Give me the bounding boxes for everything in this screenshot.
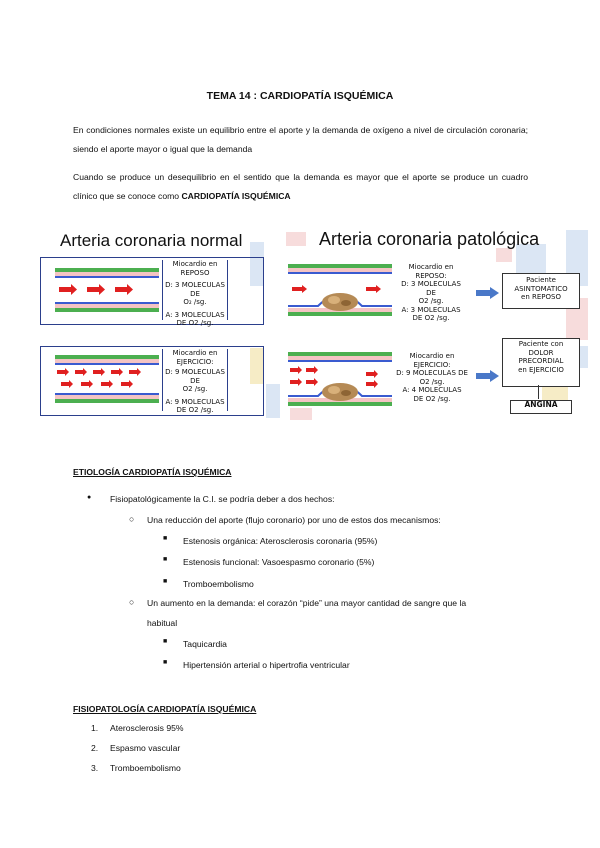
fisiopatologia-item: Tromboembolismo <box>110 763 181 773</box>
etiologia-sub2-line2: habitual <box>147 618 178 628</box>
normal-rest-label <box>162 260 228 327</box>
etiologia-bullet: Fisiopatológicamente la C.I. se podría deber a dos hechos: <box>110 494 335 504</box>
rest-result-box <box>502 273 580 309</box>
label-line: en REPOSO <box>521 293 561 301</box>
exercise-result-box <box>502 338 580 387</box>
fisiopatologia-item: Aterosclerosis 95% <box>110 723 184 733</box>
angina-box: ANGINA <box>510 400 572 414</box>
etiologia-sub2-item: Hipertensión arterial o hipertrofia ventricular <box>183 660 350 670</box>
fisiopatologia-heading: FISIOPATOLOGÍA CARDIOPATÍA ISQUÉMICA <box>73 704 257 714</box>
etiologia-sub1-item: Estenosis orgánica: Aterosclerosis coronaria (95%) <box>183 536 378 546</box>
etiologia-sub1-item: Tromboembolismo <box>183 579 254 589</box>
label-line: DE O2 /sg. <box>176 406 214 414</box>
label-line: D: 9 MOLECULAS DE <box>165 368 225 385</box>
pathological-exercise-label <box>396 352 468 403</box>
exercise-result-arrow <box>476 370 500 382</box>
square-marker: ■ <box>163 578 168 585</box>
label-line: DE O2 /sg. <box>412 314 450 322</box>
label-line: DE O2 /sg. <box>413 394 451 403</box>
angina-connector <box>538 385 539 399</box>
etiologia-heading: ETIOLOGÍA CARDIOPATÍA ISQUÉMICA <box>73 467 232 477</box>
etiologia-sub1: Una reducción del aporte (flujo coronario) por uno de estos dos mecanismos: <box>147 515 441 525</box>
deco-square <box>286 232 306 246</box>
etiologia-sub2-line1: Un aumento en la demanda: el corazón “pide” una mayor cantidad de sangre que la <box>147 598 467 608</box>
normal-artery-title: Arteria coronaria normal <box>60 231 243 250</box>
label-line: O2 /sg. <box>182 385 208 393</box>
label-line: REPOSO: <box>415 271 447 280</box>
circle-marker: ○ <box>129 514 135 524</box>
label-line: ASINTOMATICO <box>514 284 568 293</box>
normal-rest-vessel <box>55 258 175 324</box>
label-line: O₂ /sg. <box>183 298 207 306</box>
normal-rest-frame <box>40 257 264 325</box>
label-line: DE O2 /sg. <box>176 319 214 327</box>
etiologia-sub2-item: Taquicardia <box>183 639 227 649</box>
numbered-marker: 3. <box>91 763 99 773</box>
etiologia-sub1-item: Estenosis funcional: Vasoespasmo coronario (5%) <box>183 557 375 567</box>
deco-square <box>496 248 512 262</box>
label-line: O2 /sg. <box>418 297 444 305</box>
intro-paragraph-2 <box>73 168 528 206</box>
intro-paragraph-2-bold: CARDIOPATÍA ISQUÉMICA <box>181 191 291 201</box>
label-line: A: 4 MOLECULAS <box>402 386 462 394</box>
bullet-marker: ● <box>87 494 92 501</box>
label-line: Miocardio en <box>172 260 218 268</box>
label-line: Paciente con <box>518 340 564 348</box>
label-line: D: 3 MOLECULAS DE <box>401 280 461 297</box>
normal-exercise-label <box>162 349 228 414</box>
pathological-rest-vessel <box>288 262 398 322</box>
label-line: Paciente <box>526 276 556 284</box>
page-title: TEMA 14 : CARDIOPATÍA ISQUÉMICA <box>206 90 394 102</box>
label-line: EJERCICIO: <box>413 360 451 369</box>
label-line: PRECORDIAL <box>518 357 564 365</box>
label-line: en EJERCICIO <box>518 365 564 374</box>
coronary-figure <box>38 228 590 424</box>
pathological-exercise-vessel <box>288 350 398 412</box>
label-line: A: 3 MOLECULAS <box>401 305 461 314</box>
rest-result-arrow <box>476 287 500 299</box>
square-marker: ■ <box>163 556 168 563</box>
numbered-marker: 2. <box>91 743 99 753</box>
pathological-artery-title: Arteria coronaria patológica <box>319 229 540 249</box>
square-marker: ■ <box>163 638 168 645</box>
label-line: Miocardio en <box>409 352 455 360</box>
circle-marker: ○ <box>129 597 135 607</box>
fisiopatologia-item: Espasmo vascular <box>110 743 181 753</box>
label-line: EJERCICIO: <box>176 357 214 366</box>
label-line: Miocardio en <box>408 263 454 271</box>
label-line: D: 3 MOLECULAS DE <box>165 281 225 298</box>
label-line: D: 9 MOLECULAS DE <box>396 369 468 377</box>
normal-exercise-frame <box>40 346 264 416</box>
label-line: O2 /sg. <box>419 377 445 386</box>
deco-square <box>266 384 280 418</box>
intro-paragraph-2-text: Cuando se produce un desequilibrio en el sentido que la demanda es mayor que el aporte se produce un cuadro clínico que se conoce como <box>73 172 528 201</box>
label-line: REPOSO <box>180 268 210 277</box>
label-line: A: 9 MOLECULAS <box>165 397 225 406</box>
square-marker: ■ <box>163 659 168 666</box>
label-line: Miocardio en <box>172 349 218 357</box>
label-line: DOLOR <box>528 348 554 357</box>
pathological-rest-label <box>396 263 466 323</box>
normal-exercise-vessel <box>55 347 175 415</box>
square-marker: ■ <box>163 535 168 542</box>
numbered-marker: 1. <box>91 723 99 733</box>
intro-paragraph-1: En condiciones normales existe un equilibrio entre el aporte y la demanda de oxígeno a nivel de circulación coronaria; siendo el aporte mayor o igual que la demanda <box>73 125 528 154</box>
label-line: A: 3 MOLECULAS <box>165 310 225 319</box>
